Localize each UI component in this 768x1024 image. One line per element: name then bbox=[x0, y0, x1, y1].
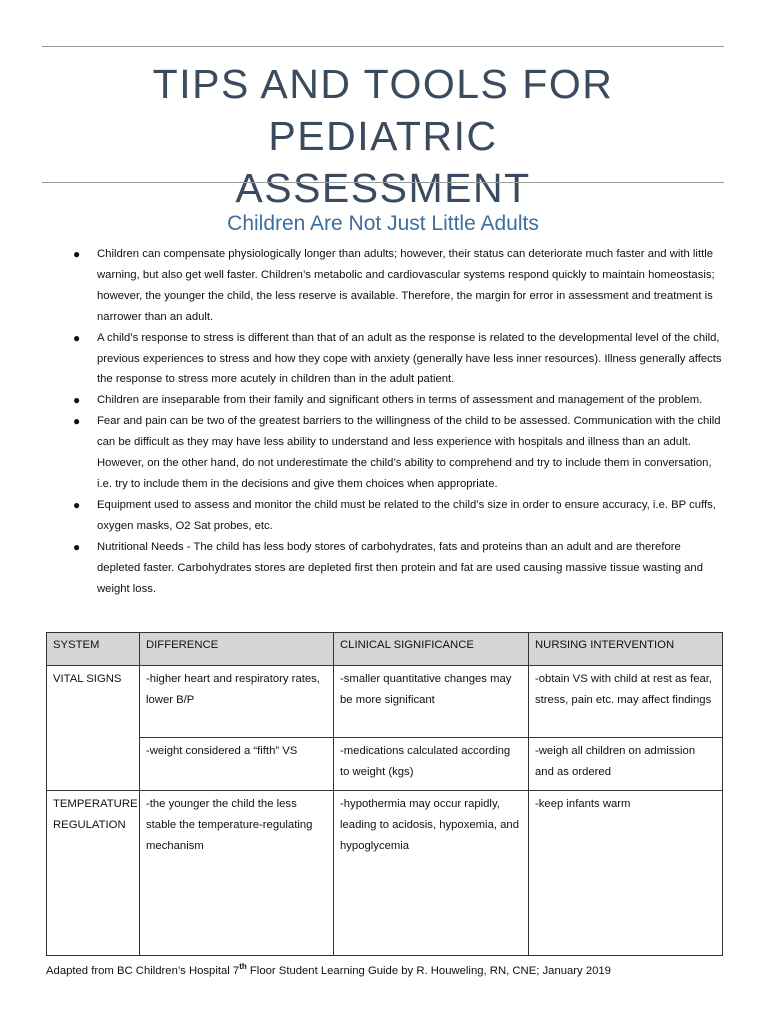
bullet-item bbox=[70, 411, 726, 495]
clinical-significance-cell: -smaller quantitative changes may be more significant bbox=[334, 666, 529, 738]
header-difference: DIFFERENCE bbox=[140, 633, 334, 666]
footnote-superscript: th bbox=[239, 962, 247, 971]
bullet-icon: ● bbox=[73, 393, 81, 408]
bullet-text: A child’s response to stress is different than that of an adult as the response is related to the developmental level of the child, previous experiences to stress and how they cope with anxiety (generally have less inner resources). Illness generally affects the response to stress more acutely in children than in the adult patient. bbox=[97, 331, 722, 386]
header-system: SYSTEM bbox=[47, 633, 140, 666]
table-row bbox=[47, 791, 723, 956]
bullet-text: Nutritional Needs - The child has less body stores of carbohydrates, fats and proteins than an adult and are therefore depleted faster. Carbohydrates stores are depleted first then protein and fat are used causing massive tissue wasting and weight loss. bbox=[97, 540, 703, 595]
source-footnote bbox=[46, 962, 611, 977]
difference-cell: -the younger the child the less stable the temperature-regulating mechanism bbox=[140, 791, 334, 956]
bottom-rule bbox=[42, 182, 724, 183]
header-clinical-significance: CLINICAL SIGNIFICANCE bbox=[334, 633, 529, 666]
system-cell: TEMPERATURE REGULATION bbox=[47, 791, 140, 956]
difference-cell: -weight considered a “fifth” VS bbox=[140, 738, 334, 791]
difference-cell: -higher heart and respiratory rates, lower B/P bbox=[140, 666, 334, 738]
bullet-text: Fear and pain can be two of the greatest barriers to the willingness of the child to be assessed. Communication with the child can be difficult as they may have less ability to understand and less experience with hospitals and illness than an adult. However, on the other hand, do not underestimate the child’s ability to comprehend and try to include them in conversation, i.e. try to include them in the decisions and give them choices when appropriate. bbox=[97, 415, 721, 490]
system-cell: VITAL SIGNS bbox=[47, 666, 140, 791]
page-title bbox=[42, 58, 724, 214]
bullet-item bbox=[70, 328, 726, 391]
assessment-table bbox=[46, 632, 723, 956]
nursing-intervention-cell: -weigh all children on admission and as ordered bbox=[529, 738, 723, 791]
top-rule bbox=[42, 46, 724, 47]
section-heading: Children Are Not Just Little Adults bbox=[227, 212, 539, 235]
table-row bbox=[47, 738, 723, 791]
clinical-significance-cell: -hypothermia may occur rapidly, leading to acidosis, hypoxemia, and hypoglycemia bbox=[334, 791, 529, 956]
clinical-significance-cell: -medications calculated according to weight (kgs) bbox=[334, 738, 529, 791]
bullet-text: Children can compensate physiologically longer than adults; however, their status can deteriorate much faster and with little warning, but also get well faster. Children’s metabolic and cardiovascular systems respond quickly to maintain homeostasis; however, the younger the child, the less reserve is available. Therefore, the margin for error in assessment and treatment is narrower than an adult. bbox=[97, 248, 715, 323]
footnote-text-end: Floor Student Learning Guide by R. Houweling, RN, CNE; January 2019 bbox=[246, 964, 611, 977]
title-line-1: TIPS AND TOOLS FOR PEDIATRIC bbox=[152, 61, 614, 159]
bullet-icon: ● bbox=[73, 247, 81, 261]
bullet-icon: ● bbox=[73, 414, 81, 429]
bullet-list bbox=[70, 244, 726, 599]
table-header-row bbox=[47, 633, 723, 666]
bullet-text: Equipment used to assess and monitor the child must be related to the child’s size in order to ensure accuracy, i.e. BP cuffs, oxygen masks, O2 Sat probes, etc. bbox=[97, 498, 716, 532]
bullet-item bbox=[70, 537, 726, 600]
bullet-text: Children are inseparable from their family and significant others in terms of assessment and management of the problem. bbox=[97, 394, 703, 407]
bullet-icon: ● bbox=[73, 497, 81, 512]
bullet-item bbox=[70, 390, 726, 411]
bullet-item bbox=[70, 244, 726, 328]
nursing-intervention-cell: -obtain VS with child at rest as fear, stress, pain etc. may affect findings bbox=[529, 666, 723, 738]
bullet-item bbox=[70, 495, 726, 537]
bullet-icon: ● bbox=[73, 539, 81, 554]
footnote-text-start: Adapted from BC Children’s Hospital 7 bbox=[46, 964, 240, 977]
nursing-intervention-cell: -keep infants warm bbox=[529, 791, 723, 956]
table-row bbox=[47, 666, 723, 738]
header-nursing-intervention: NURSING INTERVENTION bbox=[529, 633, 723, 666]
bullet-icon: ● bbox=[73, 330, 81, 345]
title-line-2: ASSESSMENT bbox=[235, 165, 531, 211]
